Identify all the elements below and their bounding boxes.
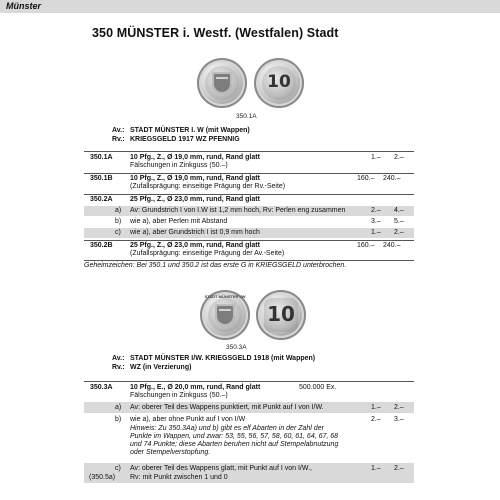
coin-value: 10 [267,72,291,92]
price-1: 1.– [371,404,381,411]
price-1: 2.– [371,416,381,423]
entry-id: 350.3A [90,384,113,391]
divider [84,240,414,241]
running-header [0,0,500,13]
entry-id: 350.1B [90,175,113,182]
variant-desc: wie a), aber Perlen mit Abstand [130,218,228,225]
secret-mark-note: Geheimzeichen: Bei 350.1 und 350.2 ist das erste G in KRIEGSGELD unterbrochen. [84,262,347,269]
price-2: 240.– [383,242,401,249]
variant-desc: wie a), aber ohne Punkt auf I von I/W [130,416,246,423]
entry-desc: 25 Pfg., Z., Ø 23,0 mm, rund, Rand glatt [130,242,260,249]
price-2: 2.– [394,154,404,161]
divider [84,260,414,261]
rv-text: WZ (in Verzierung) [130,364,192,371]
entry-sub: Fälschungen in Zinkguss (50.–) [130,162,228,169]
variant-id: b) [115,218,122,225]
price-1: 1.– [371,154,381,161]
entry-id: 350.2A [90,196,113,203]
rv-label: Rv.: [112,364,125,371]
divider [84,194,414,195]
entry-sub: (Zufallsprägung: einseitige Prägung der Rv.-Seite) [130,183,286,190]
coin-350-3a-reverse [256,290,306,340]
variant-desc: Av: oberer Teil des Wappens punktiert, mit Punkt auf I von I/W. [130,404,324,411]
variant-note: oder Stempelverstopfung. [130,449,211,456]
rv-text: KRIEGSGELD 1917 WZ PFENNIG [130,136,240,143]
rv-label: Rv.: [112,136,125,143]
variant-desc: Av: oberer Teil des Wappens glatt, mit Punkt auf I von I/W., [130,465,312,472]
header-label: Münster [6,1,42,11]
variant-note: Hinweis: Zu 350.3Aa) und b) gibt es elf Abarten in der Zahl der [130,425,324,432]
av-label: Av.: [112,355,125,362]
variant-desc: Av: Grundstrich I von I.W ist 1,2 mm hoch, Rv: Perlen eng zusammen [130,207,346,214]
variant-id: a) [115,207,122,214]
coin-ring-text: STADT MÜNSTER I/W [204,294,246,299]
divider [84,381,414,382]
variant-id: b) [115,416,122,423]
entry-id: 350.2B [90,242,113,249]
variant-desc: wie a), aber Grundstrich I ist 0,9 mm hoch [130,229,260,236]
variant-id: c) [115,465,121,472]
mintage: 500.000 Ex. [299,384,337,391]
variant-id: c) [115,229,121,236]
coin-350-1a-reverse [254,58,304,108]
price-2: 240.– [383,175,401,182]
price-1: 3.– [371,218,381,225]
av-text: STADT MÜNSTER I/W. KRIEGSGELD 1918 (mit Wappen) [130,355,316,362]
price-1: 1.– [371,229,381,236]
price-2: 5.– [394,218,404,225]
entry-id: 350.1A [90,154,113,161]
cross-reference: (350.5a) [89,474,116,481]
entry-desc: 25 Pfg., Z., Ø 23,0 mm, rund, Rand glatt [130,196,260,203]
price-2: 3.– [394,416,404,423]
price-2: 2.– [394,465,404,472]
price-1: 2.– [371,207,381,214]
price-1: 1.– [371,465,381,472]
price-1: 160.– [357,175,375,182]
entry-sub: Fälschungen in Zinkguss (50.–) [130,392,228,399]
coat-of-arms-icon [215,304,235,326]
divider [84,151,414,152]
variant-id: a) [115,404,122,411]
variant-sub: Rv: mit Punkt zwischen 1 und 0 [130,474,228,481]
price-2: 2.– [394,229,404,236]
coin-350-1a-obverse [197,58,247,108]
av-text: STADT MÜNSTER I. W (mit Wappen) [130,127,250,134]
entry-desc: 10 Pfg., Z., Ø 19,0 mm, rund, Rand glatt [130,154,260,161]
entry-sub: (Zufallsprägung: einseitige Prägung der Av.-Seite) [130,250,285,257]
coin-caption: 350.3A [226,344,247,351]
coat-of-arms-icon [212,72,232,94]
coin-value: 10 [267,301,295,326]
variant-note: und 74 Punkte; diese Abarten beruhen nicht auf Stempelabnutzung [130,441,339,448]
price-1: 160.– [357,242,375,249]
coin-caption: 350.1A [236,113,257,120]
divider [84,173,414,174]
entry-desc: 10 Pfg., Z., Ø 19,0 mm, rund, Rand glatt [130,175,260,182]
price-2: 4.– [394,207,404,214]
price-2: 2.– [394,404,404,411]
section-title: 350 MÜNSTER i. Westf. (Westfalen) Stadt [92,26,339,40]
variant-note: Punkte im Wappen, und zwar: 53, 55, 56, 57, 58, 60, 61, 64, 67, 68 [130,433,339,440]
av-label: Av.: [112,127,125,134]
entry-desc: 10 Pfg., E., Ø 20,0 mm, rund, Rand glatt [130,384,261,391]
coin-350-3a-obverse [200,290,250,340]
